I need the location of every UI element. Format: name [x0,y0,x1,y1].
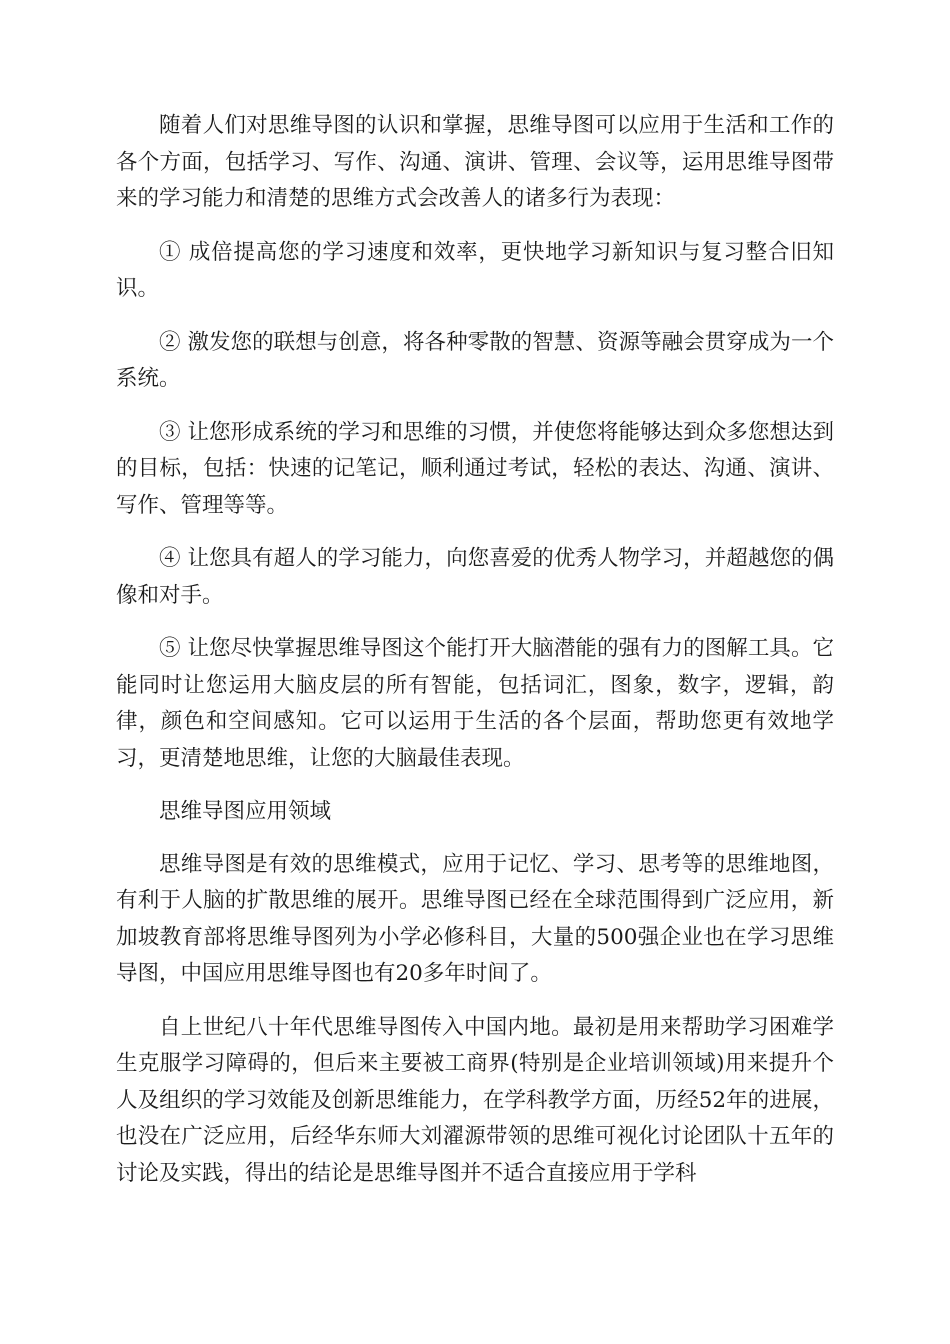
application-paragraph: 思维导图是有效的思维模式，应用于记忆、学习、思考等的思维地图，有利于人脑的扩散思维的展开。思维导图已经在全球范围得到广泛应用，新加坡教育部将思维导图列为小学必修科目，大量的500强企业也在学习思维导图，中国应用思维导图也有20多年时间了。 [116,851,834,986]
section-heading: 思维导图应用领域 [159,799,332,824]
history-paragraph: 自上世纪八十年代思维导图传入中国内地。最初是用来帮助学习困难学生克服学习障碍的，但后来主要被工商界(特别是企业培训领域)用来提升个人及组织的学习效能及创新思维能力，在学科教学方面，历经52年的进展，也没在广泛应用，后经华东师大刘濯源带领的思维可视化讨论团队十五年的讨论及实践，得出的结论是思维导图并不适合直接应用于学科 [116,1014,834,1186]
intro-paragraph: 随着人们对思维导图的认识和掌握，思维导图可以应用于生活和工作的各个方面，包括学习、写作、沟通、演讲、管理、会议等，运用思维导图带来的学习能力和清楚的思维方式会改善人的诸多行为表现： [116,113,834,211]
benefit-item-1: ① 成倍提高您的学习速度和效率，更快地学习新知识与复习整合旧知识。 [116,239,834,301]
document-page [116,108,834,1209]
benefit-item-5: ⑤ 让您尽快掌握思维导图这个能打开大脑潜能的强有力的图解工具。它能同时让您运用大脑皮层的所有智能，包括词汇，图象，数字，逻辑，韵律，颜色和空间感知。它可以运用于生活的各个层面，帮助您更有效地学习，更清楚地思维，让您的大脑最佳表现。 [116,636,834,771]
benefit-item-4: ④ 让您具有超人的学习能力，向您喜爱的优秀人物学习，并超越您的偶像和对手。 [116,546,834,608]
benefit-item-3: ③ 让您形成系统的学习和思维的习惯，并使您将能够达到众多您想达到的目标，包括：快速的记笔记，顺利通过考试，轻松的表达、沟通、演讲、写作、管理等等。 [116,419,834,518]
benefit-item-2: ② 激发您的联想与创意，将各种零散的智慧、资源等融会贯穿成为一个系统。 [116,329,834,391]
